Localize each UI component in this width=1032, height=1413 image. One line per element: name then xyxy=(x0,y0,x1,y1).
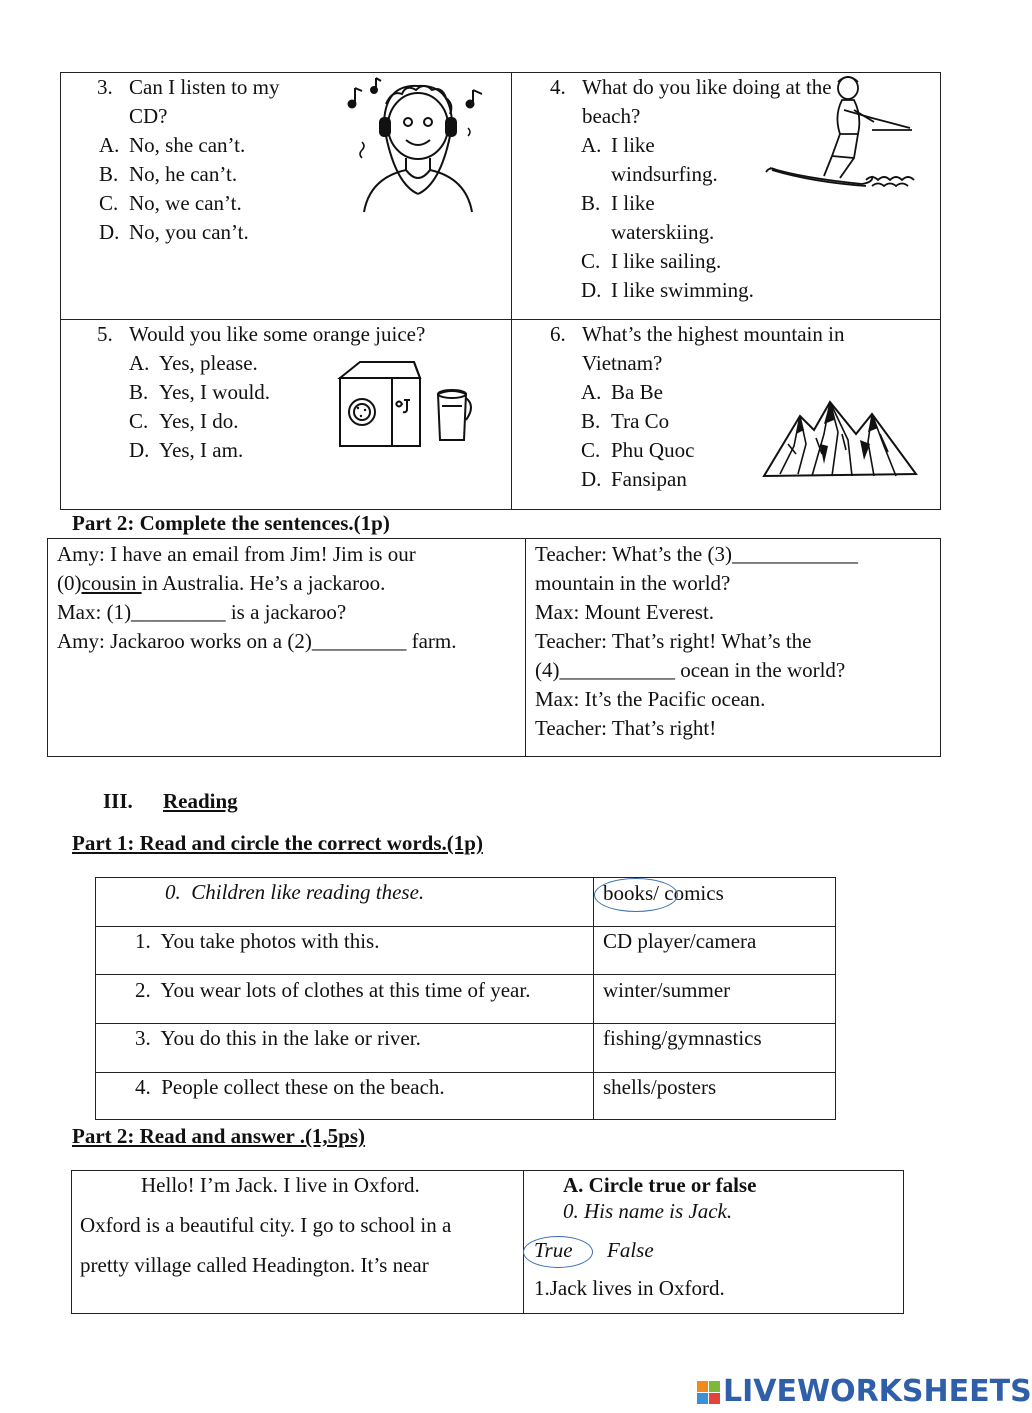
dialogue-left-line-4[interactable]: Amy: Jackaroo works on a (2)_________ farm. xyxy=(57,629,457,653)
true-circle-mark xyxy=(523,1236,593,1268)
section-numeral: III. xyxy=(103,789,133,813)
table-row-3: 3. You do this in the lake or river. xyxy=(135,1026,421,1050)
table-row-4: 4. People collect these on the beach. xyxy=(135,1075,445,1099)
dialogue-right-line-1[interactable]: Teacher: What’s the (3)____________ xyxy=(535,542,858,566)
example-answer: cousin xyxy=(81,571,142,595)
table-row-1: 1. You take photos with this. xyxy=(135,929,380,953)
question-text: Would you like some orange juice? xyxy=(129,322,426,346)
question-text: Can I listen to my xyxy=(129,75,280,99)
circle-words-divider xyxy=(593,877,594,1120)
dialogue-right-line-7: Teacher: That’s right! xyxy=(535,716,717,740)
row-divider xyxy=(95,974,836,975)
orange-juice-illustration xyxy=(332,358,482,450)
dialogue-right-line-6: Max: It’s the Pacific ocean. xyxy=(535,687,766,711)
boy-headphones-illustration xyxy=(340,74,500,214)
question-text-line2: CD? xyxy=(129,104,168,128)
question-text-line2: Vietnam? xyxy=(582,351,663,375)
choice-2[interactable]: winter/summer xyxy=(603,978,731,1002)
dialogue-right-line-4: Teacher: That’s right! What’s the xyxy=(535,629,812,653)
waterskier-illustration xyxy=(762,72,922,202)
passage-line-3: pretty village called Headington. It’s near xyxy=(80,1253,429,1277)
section-title-reading: Reading xyxy=(163,789,238,813)
liveworksheets-logo-mark xyxy=(697,1381,721,1405)
question-number: 4. xyxy=(550,75,566,99)
question-number: 3. xyxy=(97,75,113,99)
true-false-example: 0. His name is Jack. xyxy=(563,1199,733,1223)
question-text: What’s the highest mountain in xyxy=(582,322,845,346)
true-false-heading: A. Circle true or false xyxy=(563,1173,757,1197)
example-circle-mark xyxy=(594,878,678,912)
question-5 xyxy=(97,320,497,350)
question-3 xyxy=(97,73,357,133)
read-answer-divider xyxy=(523,1170,524,1314)
choice-1[interactable]: CD player/camera xyxy=(603,929,757,953)
reading-part2-title: Part 2: Read and answer .(1,5ps) xyxy=(72,1124,366,1148)
question-text-line2: beach? xyxy=(582,104,641,128)
dialogue-table-divider xyxy=(525,538,526,757)
dialogue-left-line-1: Amy: I have an email from Jim! Jim is our xyxy=(57,542,416,566)
true-option[interactable]: True xyxy=(534,1238,573,1262)
logo-square-green xyxy=(709,1381,720,1392)
choice-3[interactable]: fishing/gymnastics xyxy=(603,1026,762,1050)
dialogue-left-line-2: (0)cousin in Australia. He’s a jackaroo. xyxy=(57,571,386,595)
choice-4[interactable]: shells/posters xyxy=(603,1075,717,1099)
example-choice: books/ comics xyxy=(603,881,724,905)
reading-part1-title: Part 1: Read and circle the correct words.(1p) xyxy=(72,831,483,855)
passage-line-2: Oxford is a beautiful city. I go to school in a xyxy=(80,1213,452,1237)
question-6 xyxy=(550,320,910,380)
dialogue-right-line-3: Max: Mount Everest. xyxy=(535,600,715,624)
logo-square-red xyxy=(709,1393,720,1404)
dialogue-right-line-2: mountain in the world? xyxy=(535,571,731,595)
true-false-question-1: 1.Jack lives in Oxford. xyxy=(534,1276,725,1300)
false-option[interactable]: False xyxy=(607,1238,654,1262)
question-number: 5. xyxy=(97,322,113,346)
mountains-illustration xyxy=(760,394,920,480)
passage-line-1: Hello! I’m Jack. I live in Oxford. xyxy=(141,1173,420,1197)
question-number: 6. xyxy=(550,322,566,346)
dialogue-right-line-5[interactable]: (4)___________ ocean in the world? xyxy=(535,658,846,682)
table-row-example: 0. Children like reading these. xyxy=(165,880,425,904)
logo-square-blue xyxy=(697,1393,708,1404)
logo-square-orange xyxy=(697,1381,708,1392)
table-row-2: 2. You wear lots of clothes at this time of year. xyxy=(135,978,531,1002)
dialogue-left-line-3[interactable]: Max: (1)_________ is a jackaroo? xyxy=(57,600,347,624)
question-text: What do you like doing at the xyxy=(582,75,832,99)
part2-title: Part 2: Complete the sentences.(1p) xyxy=(72,511,390,535)
questions-table-divider xyxy=(511,72,512,510)
liveworksheets-logo-text: LIVEWORKSHEETS xyxy=(723,1374,1032,1409)
